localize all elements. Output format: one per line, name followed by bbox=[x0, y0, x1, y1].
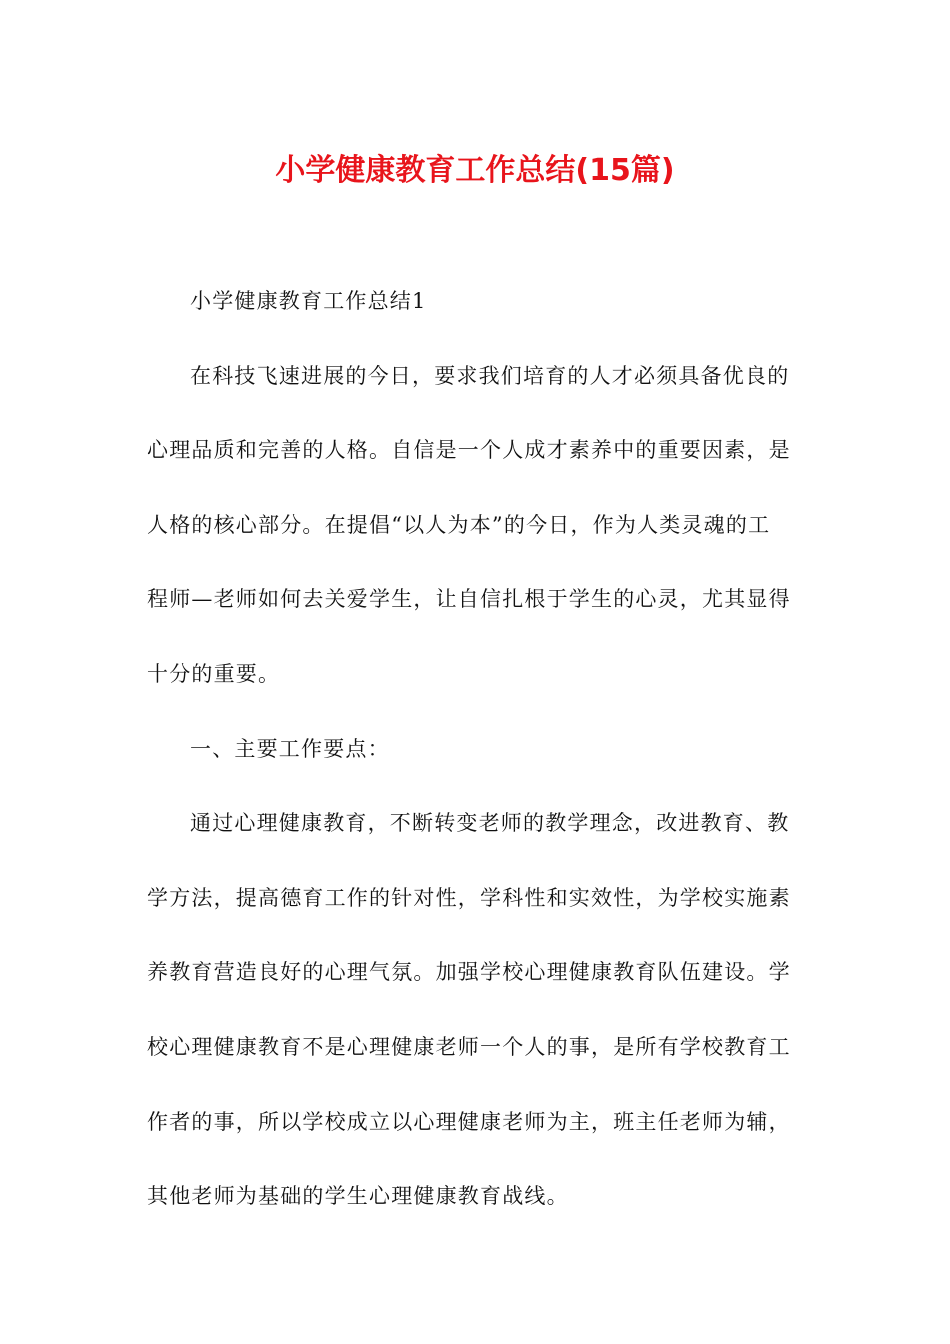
paragraph-line: 养教育营造良好的心理气氛。加强学校心理健康教育队伍建设。学 bbox=[147, 960, 791, 984]
paragraph-line: 校心理健康教育不是心理健康老师一个人的事，是所有学校教育工 bbox=[147, 1035, 791, 1059]
paragraph-line: 在科技飞速进展的今日，要求我们培育的人才必须具备优良的 bbox=[190, 364, 790, 388]
paragraph-line: 其他老师为基础的学生心理健康教育战线。 bbox=[147, 1184, 569, 1208]
paragraph-line: 学方法，提高德育工作的针对性，学科性和实效性，为学校实施素 bbox=[147, 886, 791, 910]
paragraph-line: 心理品质和完善的人格。自信是一个人成才素养中的重要因素，是 bbox=[147, 438, 791, 462]
paragraph-line: 通过心理健康教育，不断转变老师的教学理念，改进教育、教 bbox=[190, 811, 790, 835]
document-title: 小学健康教育工作总结(15篇) bbox=[275, 153, 675, 188]
paragraph-line: 人格的核心部分。在提倡“以人为本”的今日，作为人类灵魂的工 bbox=[147, 513, 771, 537]
section-heading: 小学健康教育工作总结1 bbox=[190, 289, 427, 313]
subsection-heading: 一、主要工作要点： bbox=[190, 737, 390, 761]
paragraph-line: 程师—老师如何去关爱学生，让自信扎根于学生的心灵，尤其显得 bbox=[147, 587, 791, 611]
paragraph-line: 作者的事，所以学校成立以心理健康老师为主，班主任老师为辅， bbox=[147, 1110, 791, 1134]
paragraph-line: 十分的重要。 bbox=[147, 662, 281, 686]
